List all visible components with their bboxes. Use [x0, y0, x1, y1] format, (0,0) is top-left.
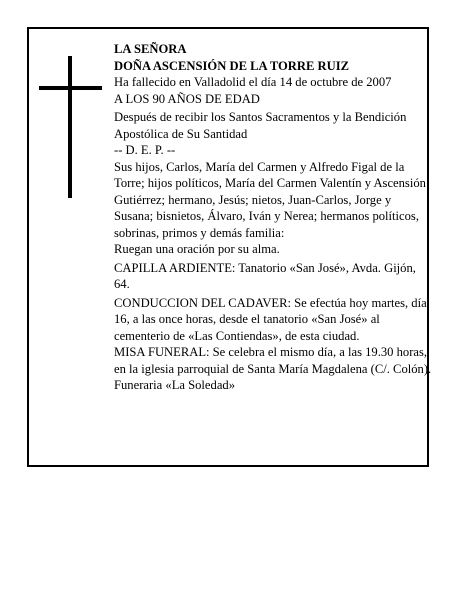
death-line: Ha fallecido en Valladolid el día 14 de octubre de 2007 [114, 75, 392, 89]
prayer-text: Ruegan una oración por su alma. [114, 242, 280, 256]
family-text: Sus hijos, Carlos, María del Carmen y Alfredo Figal de la Torre; hijos políticos, María del Carmen Valentín y Ascensión Gutiérrez; hermano, Jesús; nietos, Juan-Carlos, Jorge y Susana; bisnietos, Álvaro, Iván y Nerea; hermanos políticos, sobrinas, primos y demás familia: [114, 159, 426, 240]
cross-horizontal-bar [39, 86, 102, 90]
notice-text [114, 41, 432, 394]
age-line: A LOS 90 AÑOS DE EDAD [114, 91, 260, 106]
sacraments-text: Después de recibir los Santos Sacramentos y la Bendición Apostólica de Su Santidad [114, 110, 407, 141]
procession-text: CONDUCCION DEL CADAVER: Se efectúa hoy martes, día 16, a las once horas, desde el tanatorio «San José» al cementerio de «Las Contiendas», de esta ciudad. [114, 295, 427, 343]
deceased-name: DOÑA ASCENSIÓN DE LA TORRE RUIZ [114, 58, 350, 73]
funeral-home-text: Funeraria «La Soledad» [114, 378, 235, 392]
chapel-text: CAPILLA ARDIENTE: Tanatorio «San José», Avda. Gijón, 64. [114, 260, 416, 291]
dep-line: -- D. E. P. -- [114, 143, 176, 157]
funeral-mass-text: MISA FUNERAL: Se celebra el mismo día, a las 19.30 horas, en la iglesia parroquial de Santa María Magdalena (C/. Colón). [114, 345, 432, 376]
notice-title: LA SEÑORA [114, 42, 187, 56]
obituary-notice [27, 27, 432, 467]
cross-vertical-bar [68, 56, 72, 198]
